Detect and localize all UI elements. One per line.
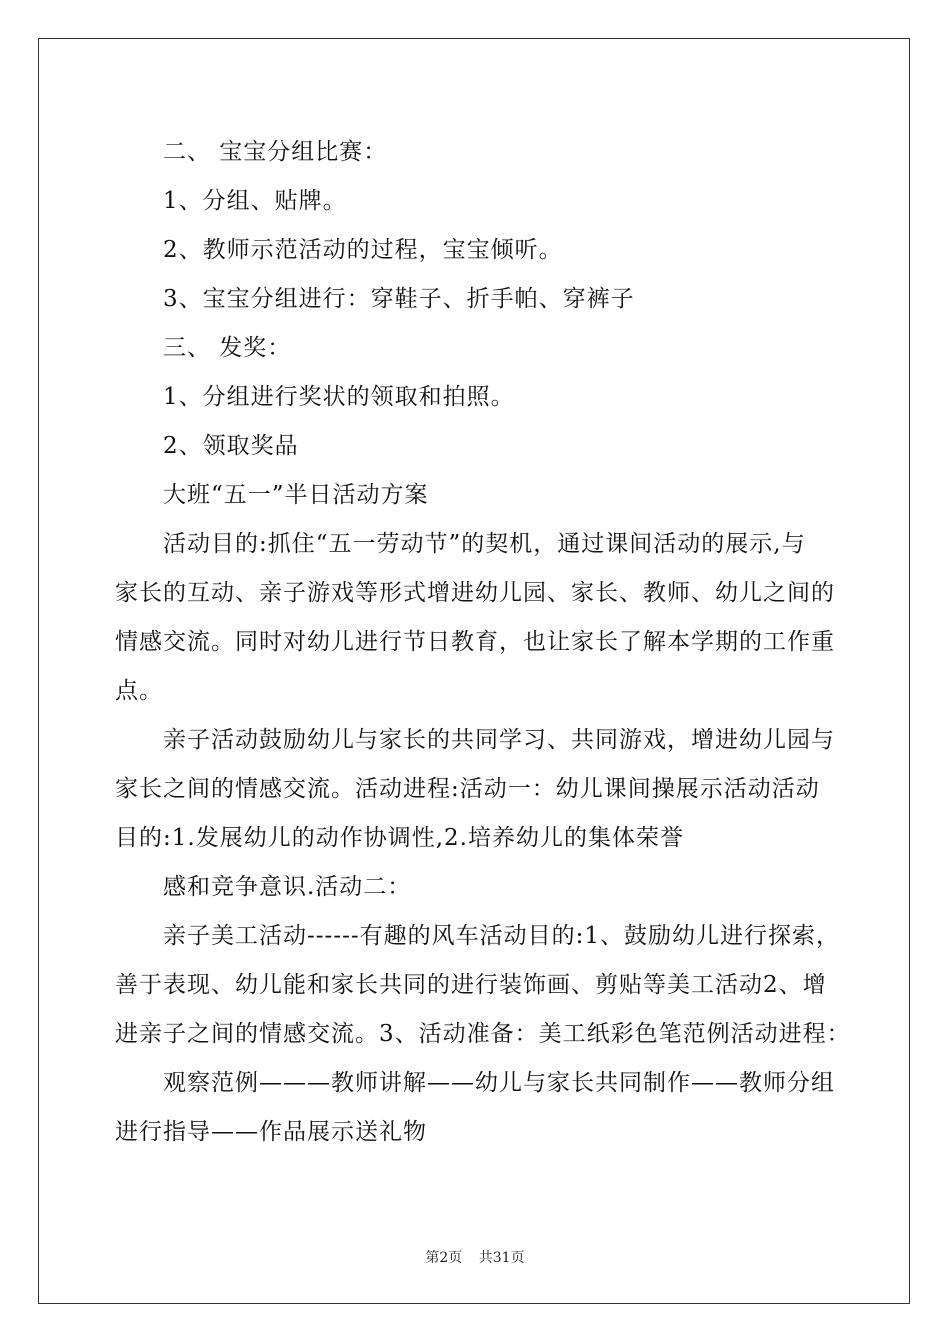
paragraph-line: 活动目的:抓住“五一劳动节”的契机，通过课间活动的展示,与	[163, 531, 806, 557]
list-item: 2、领取奖品	[163, 433, 299, 459]
list-item: 2、教师示范活动的过程，宝宝倾听。	[163, 237, 563, 263]
paragraph-line: 感和竞争意识.活动二：	[163, 874, 412, 900]
document-title: 大班“五一”半日活动方案	[163, 482, 429, 508]
section-heading-3: 三、 发奖：	[163, 335, 292, 361]
paragraph-line: 亲子美工活动------有趣的风车活动目的:1、鼓励幼儿进行探索，	[163, 923, 841, 949]
paragraph-line: 家长之间的情感交流。活动进程:活动一：幼儿课间操展示活动活动	[115, 776, 820, 802]
document-body	[115, 128, 851, 1157]
paragraph-line: 进行指导——作品展示送礼物	[115, 1119, 427, 1145]
paragraph-line: 点。	[115, 678, 163, 704]
paragraph-line: 观察范例———教师讲解——幼儿与家长共同制作——教师分组	[163, 1070, 835, 1096]
paragraph-line: 进亲子之间的情感交流。3、活动准备：美工纸彩色笔范例活动进程：	[115, 1021, 851, 1047]
page-footer	[0, 1247, 950, 1267]
list-item: 1、分组进行奖状的领取和拍照。	[163, 384, 515, 410]
list-item: 1、分组、贴牌。	[163, 188, 347, 214]
paragraph-line: 情感交流。同时对幼儿进行节日教育，也让家长了解本学期的工作重	[115, 629, 835, 655]
page-number: 第2页	[425, 1250, 463, 1266]
section-heading-2: 二、 宝宝分组比赛：	[163, 139, 388, 165]
paragraph-line: 家长的互动、亲子游戏等形式增进幼儿园、家长、教师、幼儿之间的	[115, 580, 835, 606]
page-total: 共31页	[478, 1250, 525, 1266]
list-item: 3、宝宝分组进行：穿鞋子、折手帕、穿裤子	[163, 286, 635, 312]
paragraph-line: 目的:1.发展幼儿的动作协调性,2.培养幼儿的集体荣誉	[115, 825, 684, 851]
paragraph-line: 善于表现、幼儿能和家长共同的进行装饰画、剪贴等美工活动2、增	[115, 972, 827, 998]
paragraph-line: 亲子活动鼓励幼儿与家长的共同学习、共同游戏，增进幼儿园与	[163, 727, 835, 753]
